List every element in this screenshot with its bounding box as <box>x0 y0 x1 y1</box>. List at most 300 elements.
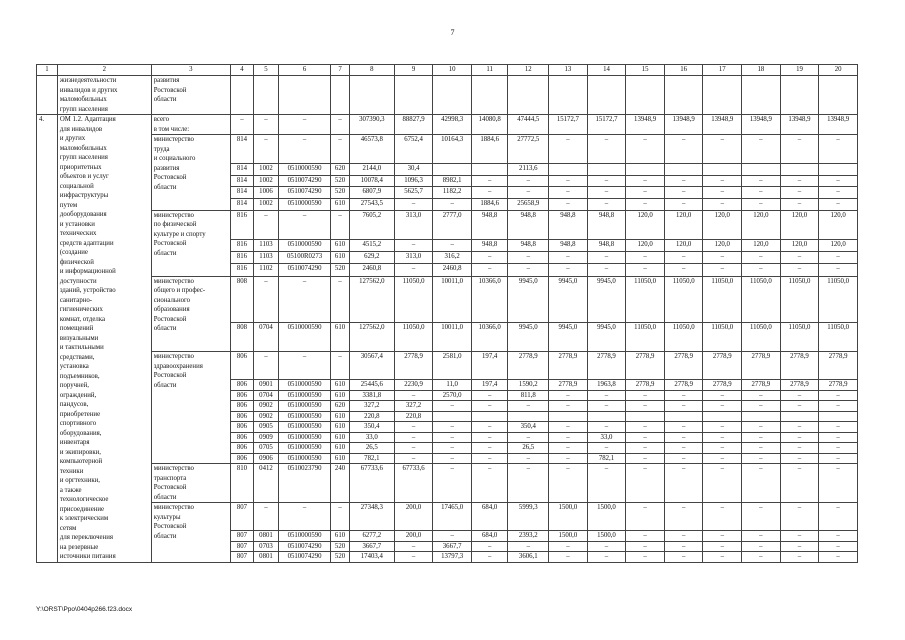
value-cell: – <box>278 115 330 135</box>
value-cell: 2778,9 <box>742 380 781 391</box>
value-cell: – <box>394 432 433 443</box>
value-cell: 313,0 <box>394 252 433 264</box>
value-cell: 782,1 <box>349 453 394 464</box>
value-cell: – <box>508 187 549 199</box>
value-cell: 197,4 <box>471 352 508 380</box>
value-cell <box>471 411 508 422</box>
value-cell: – <box>587 390 626 401</box>
value-cell: 3667,7 <box>433 541 472 552</box>
value-cell: – <box>703 135 742 164</box>
value-cell: 2778,9 <box>549 352 588 380</box>
value-cell: 327,2 <box>394 401 433 412</box>
value-cell: – <box>549 401 588 412</box>
value-cell: – <box>278 352 330 380</box>
value-cell: – <box>664 453 703 464</box>
value-cell: 1006 <box>253 187 278 199</box>
value-cell: – <box>780 443 819 454</box>
value-cell: – <box>331 503 350 531</box>
value-cell: 127562,0 <box>349 323 394 352</box>
value-cell: 1500,0 <box>549 531 588 542</box>
value-cell: 25658,9 <box>508 198 549 210</box>
value-cell: – <box>253 276 278 323</box>
value-cell: – <box>549 135 588 164</box>
value-cell: – <box>549 187 588 199</box>
value-cell: 13948,9 <box>703 115 742 135</box>
empty-cell <box>394 76 433 115</box>
value-cell: 3667,7 <box>349 541 394 552</box>
value-cell: – <box>587 135 626 164</box>
value-cell: 9945,0 <box>549 276 588 323</box>
empty-cell <box>626 76 665 115</box>
value-cell: 11050,0 <box>742 276 781 323</box>
empty-cell <box>664 76 703 115</box>
value-cell: – <box>819 503 858 531</box>
executor-name-line: министерство <box>153 211 194 219</box>
value-cell: 11050,0 <box>819 323 858 352</box>
value-cell: 9945,0 <box>508 323 549 352</box>
empty-cell <box>742 76 781 115</box>
value-cell: 316,2 <box>433 252 472 264</box>
executor-name-line: по физической <box>153 221 197 228</box>
value-cell: 120,0 <box>780 240 819 252</box>
executor-name-line: образования <box>153 306 190 313</box>
value-cell: – <box>433 198 472 210</box>
value-cell: – <box>471 432 508 443</box>
value-cell: 0510000590 <box>278 432 330 443</box>
value-cell: 120,0 <box>780 210 819 240</box>
value-cell: – <box>780 422 819 433</box>
item-description-line: дооборудования <box>59 211 107 218</box>
header-cell: 4 <box>231 65 254 76</box>
value-cell: 610 <box>331 240 350 252</box>
header-cell: 9 <box>394 65 433 76</box>
value-cell: – <box>433 432 472 443</box>
empty-cell <box>549 76 588 115</box>
executor-name-line: Ростовской <box>153 315 187 323</box>
value-cell: 46573,8 <box>349 135 394 164</box>
value-cell: – <box>664 187 703 199</box>
executor-name-line: транспорта <box>153 474 187 482</box>
value-cell: 120,0 <box>664 210 703 240</box>
value-cell: 120,0 <box>742 240 781 252</box>
executor-name-line: министерство <box>153 353 194 360</box>
budget-table <box>36 64 858 563</box>
value-cell: – <box>742 503 781 531</box>
value-cell: – <box>587 464 626 503</box>
value-cell: 11,0 <box>433 380 472 391</box>
value-cell: – <box>549 422 588 433</box>
value-cell: 27543,5 <box>349 198 394 210</box>
value-cell <box>819 411 858 422</box>
value-cell: 27348,3 <box>349 503 394 531</box>
value-cell: – <box>549 198 588 210</box>
value-cell: 610 <box>331 453 350 464</box>
value-cell: 26,5 <box>508 443 549 454</box>
value-cell: – <box>549 175 588 187</box>
value-cell: – <box>394 443 433 454</box>
value-cell: 2778,9 <box>587 352 626 380</box>
value-cell: 6277,2 <box>349 531 394 542</box>
continuation-desc-line: маломобильных <box>59 96 107 103</box>
value-cell: – <box>819 390 858 401</box>
value-cell: 9945,0 <box>587 323 626 352</box>
empty-cell <box>587 76 626 115</box>
item-description-line: спортивного <box>59 420 97 427</box>
value-cell: 620 <box>331 164 350 176</box>
value-cell: 816 <box>231 252 254 264</box>
value-cell: – <box>231 115 254 135</box>
value-cell <box>626 164 665 176</box>
header-cell: 5 <box>253 65 278 76</box>
value-cell: 11050,0 <box>626 323 665 352</box>
value-cell: – <box>587 252 626 264</box>
value-cell: – <box>626 541 665 552</box>
value-cell: 2778,9 <box>780 380 819 391</box>
value-cell: – <box>703 453 742 464</box>
item-description-line: установка <box>59 363 89 370</box>
value-cell: 120,0 <box>742 210 781 240</box>
value-cell: – <box>780 175 819 187</box>
value-cell: 0412 <box>253 464 278 503</box>
continuation-row <box>37 76 858 115</box>
value-cell: 610 <box>331 252 350 264</box>
value-cell: – <box>471 175 508 187</box>
executor-name <box>151 464 230 503</box>
value-cell: 806 <box>231 401 254 412</box>
executor-name-line: культуры <box>153 513 181 521</box>
executor-name <box>151 276 230 352</box>
value-cell: – <box>549 443 588 454</box>
empty-cell <box>331 76 350 115</box>
table-row <box>37 210 858 240</box>
value-cell <box>433 164 472 176</box>
executor-total <box>151 115 230 135</box>
value-cell: 0510074290 <box>278 552 330 563</box>
value-cell: 2778,9 <box>664 352 703 380</box>
value-cell: 948,8 <box>587 210 626 240</box>
value-cell: – <box>626 453 665 464</box>
value-cell: 67733,6 <box>394 464 433 503</box>
value-cell: 0510000590 <box>278 323 330 352</box>
table-row <box>37 276 858 323</box>
value-cell: – <box>253 210 278 240</box>
value-cell: – <box>626 432 665 443</box>
value-cell: 7605,2 <box>349 210 394 240</box>
item-description-line: групп населения <box>59 154 108 161</box>
value-cell: 120,0 <box>664 240 703 252</box>
value-cell: – <box>508 252 549 264</box>
value-cell: 1500,0 <box>549 503 588 531</box>
value-cell: 10011,0 <box>433 276 472 323</box>
value-cell: 684,0 <box>471 531 508 542</box>
value-cell: 610 <box>331 432 350 443</box>
value-cell: – <box>471 422 508 433</box>
value-cell: – <box>664 432 703 443</box>
value-cell: – <box>703 264 742 276</box>
value-cell: 1103 <box>253 240 278 252</box>
value-cell: – <box>508 401 549 412</box>
value-cell: 2778,9 <box>549 380 588 391</box>
value-cell: – <box>742 175 781 187</box>
item-description-line: техники <box>59 467 84 475</box>
value-cell: – <box>394 453 433 464</box>
value-cell: 9945,0 <box>587 276 626 323</box>
value-cell: 620 <box>331 401 350 412</box>
value-cell: 814 <box>231 175 254 187</box>
value-cell: 948,8 <box>471 210 508 240</box>
header-cell: 8 <box>349 65 394 76</box>
value-cell: – <box>742 541 781 552</box>
empty-cell <box>819 76 858 115</box>
value-cell: – <box>253 503 278 531</box>
value-cell: 30,4 <box>394 164 433 176</box>
value-cell: – <box>742 252 781 264</box>
value-cell: – <box>780 453 819 464</box>
value-cell: 2778,9 <box>508 352 549 380</box>
item-description-line: а также <box>59 486 82 494</box>
item-description-line: санитарно- <box>59 296 93 304</box>
value-cell: 806 <box>231 390 254 401</box>
value-cell: – <box>819 432 858 443</box>
item-description-line: к электрическим <box>59 515 109 522</box>
value-cell: 806 <box>231 422 254 433</box>
value-cell: – <box>549 264 588 276</box>
value-cell: – <box>587 175 626 187</box>
value-cell <box>508 411 549 422</box>
value-cell: – <box>742 187 781 199</box>
value-cell: 11050,0 <box>626 276 665 323</box>
value-cell: 0510000590 <box>278 531 330 542</box>
value-cell: – <box>508 175 549 187</box>
value-cell: 13948,9 <box>742 115 781 135</box>
value-cell: 15172,7 <box>587 115 626 135</box>
value-cell: 2460,8 <box>433 264 472 276</box>
value-cell: – <box>780 464 819 503</box>
item-description-line: средств адаптации <box>59 239 114 247</box>
value-cell: – <box>780 541 819 552</box>
continuation-exec-line: развития <box>153 77 180 84</box>
value-cell: 1102 <box>253 264 278 276</box>
value-cell: – <box>587 552 626 563</box>
executor-total-line: всего <box>153 116 170 123</box>
value-cell: – <box>664 252 703 264</box>
value-cell: – <box>742 135 781 164</box>
value-cell: – <box>819 552 858 563</box>
value-cell: 0510000590 <box>278 443 330 454</box>
table-row <box>37 503 858 531</box>
value-cell: 2778,9 <box>664 380 703 391</box>
value-cell: – <box>331 352 350 380</box>
executor-name-line: министерство <box>153 136 194 143</box>
value-cell: – <box>626 531 665 542</box>
value-cell: 42998,3 <box>433 115 472 135</box>
value-cell: – <box>253 135 278 164</box>
continuation-desc-line: жизнедеятельности <box>59 77 117 84</box>
value-cell: 120,0 <box>819 240 858 252</box>
executor-name-line: культуре и спорту <box>153 230 206 238</box>
value-cell: 0510000590 <box>278 240 330 252</box>
value-cell: – <box>278 135 330 164</box>
value-cell: – <box>819 401 858 412</box>
executor-name-line: сионального <box>153 296 191 304</box>
value-cell: – <box>742 453 781 464</box>
value-cell: – <box>780 264 819 276</box>
item-description-line: инвентаря <box>59 439 90 446</box>
value-cell: – <box>471 390 508 401</box>
value-cell: 6807,9 <box>349 187 394 199</box>
value-cell: 9945,0 <box>508 276 549 323</box>
value-cell: – <box>819 443 858 454</box>
value-cell: 26,5 <box>349 443 394 454</box>
value-cell: 807 <box>231 503 254 531</box>
value-cell: 4515,2 <box>349 240 394 252</box>
value-cell: – <box>664 531 703 542</box>
value-cell: 816 <box>231 210 254 240</box>
item-description-line: и других <box>59 135 86 142</box>
item-description-line: подъемников, <box>59 372 100 380</box>
value-cell <box>780 411 819 422</box>
value-cell: 520 <box>331 175 350 187</box>
value-cell: – <box>626 198 665 210</box>
value-cell: 610 <box>331 443 350 454</box>
executor-name-line: Ростовской <box>153 372 187 379</box>
value-cell: 0510000590 <box>278 422 330 433</box>
value-cell: – <box>278 503 330 531</box>
value-cell: – <box>703 552 742 563</box>
table-row <box>37 135 858 164</box>
value-cell: 15172,7 <box>549 115 588 135</box>
value-cell: – <box>471 401 508 412</box>
value-cell: – <box>703 198 742 210</box>
value-cell: 350,4 <box>349 422 394 433</box>
executor-name-line: министерство <box>153 504 194 511</box>
value-cell: 0510000590 <box>278 164 330 176</box>
value-cell: 88827,9 <box>394 115 433 135</box>
value-cell: – <box>549 541 588 552</box>
value-cell: 0705 <box>253 443 278 454</box>
value-cell: – <box>626 252 665 264</box>
value-cell: 2778,9 <box>742 352 781 380</box>
item-number: 4. <box>37 115 58 563</box>
value-cell: 13948,9 <box>626 115 665 135</box>
value-cell: 10011,0 <box>433 323 472 352</box>
value-cell: 8982,1 <box>433 175 472 187</box>
value-cell: 11050,0 <box>742 323 781 352</box>
value-cell: 610 <box>331 531 350 542</box>
value-cell: 2777,0 <box>433 210 472 240</box>
item-description-line: и оргтехники, <box>59 477 100 484</box>
item-description-line: для инвалидов <box>59 125 103 133</box>
value-cell: – <box>471 187 508 199</box>
executor-name-line: области <box>153 249 177 257</box>
value-cell: 11050,0 <box>819 276 858 323</box>
continuation-desc-line: групп населения <box>59 105 108 113</box>
item-description-line: и экипировки, <box>59 448 101 456</box>
empty-cell <box>471 76 508 115</box>
value-cell: – <box>508 453 549 464</box>
value-cell: 25445,6 <box>349 380 394 391</box>
value-cell: 350,4 <box>508 422 549 433</box>
value-cell: – <box>664 198 703 210</box>
item-description-line: физической <box>59 258 94 266</box>
value-cell: – <box>549 464 588 503</box>
item-description-line: сетям <box>59 524 77 532</box>
value-cell: 0510023790 <box>278 464 330 503</box>
value-cell <box>587 411 626 422</box>
value-cell: – <box>587 401 626 412</box>
value-cell: – <box>626 464 665 503</box>
item-description-line: (создание <box>59 249 88 256</box>
value-cell: – <box>664 541 703 552</box>
value-cell: – <box>331 135 350 164</box>
executor-name <box>151 135 230 211</box>
item-description-line: компьютерной <box>59 458 103 465</box>
item-description-line: пандусов, <box>59 401 89 408</box>
value-cell: – <box>433 453 472 464</box>
empty-cell <box>253 76 278 115</box>
item-description-line: и установки <box>59 220 95 228</box>
value-cell: 11050,0 <box>780 323 819 352</box>
value-cell: – <box>587 264 626 276</box>
value-cell: – <box>703 401 742 412</box>
value-cell: 11050,0 <box>664 276 703 323</box>
value-cell: 0902 <box>253 401 278 412</box>
value-cell: – <box>549 390 588 401</box>
value-cell: 806 <box>231 380 254 391</box>
value-cell: 1002 <box>253 164 278 176</box>
value-cell: 520 <box>331 552 350 563</box>
executor-name <box>151 503 230 563</box>
value-cell: – <box>742 552 781 563</box>
value-cell: 2778,9 <box>780 352 819 380</box>
value-cell: – <box>819 264 858 276</box>
value-cell: 2570,0 <box>433 390 472 401</box>
value-cell: 610 <box>331 390 350 401</box>
value-cell: 05100R0273 <box>278 252 330 264</box>
value-cell: – <box>278 276 330 323</box>
value-cell: – <box>626 552 665 563</box>
value-cell <box>471 164 508 176</box>
value-cell: 806 <box>231 432 254 443</box>
value-cell <box>664 164 703 176</box>
value-cell: 948,8 <box>549 210 588 240</box>
empty-cell <box>278 76 330 115</box>
value-cell: – <box>819 252 858 264</box>
executor-name-line: области <box>153 183 177 191</box>
value-cell: – <box>819 422 858 433</box>
value-cell <box>626 411 665 422</box>
value-cell: – <box>819 187 858 199</box>
file-path-footer: Y:\ORST\Ppo\0404p266.f23.docx <box>36 606 133 613</box>
value-cell: 6752,4 <box>394 135 433 164</box>
value-cell: – <box>508 541 549 552</box>
item-description-line: присоединение <box>59 505 104 513</box>
value-cell: 2144,0 <box>349 164 394 176</box>
value-cell: 17465,0 <box>433 503 472 531</box>
item-description-line: технических <box>59 230 97 237</box>
value-cell: 948,8 <box>508 240 549 252</box>
value-cell: – <box>626 264 665 276</box>
value-cell: 200,0 <box>394 531 433 542</box>
value-cell: – <box>549 552 588 563</box>
value-cell: – <box>780 187 819 199</box>
value-cell: 200,0 <box>394 503 433 531</box>
continuation-exec-line: Ростовской <box>153 86 187 94</box>
item-description <box>57 115 151 563</box>
header-cell: 10 <box>433 65 472 76</box>
header-cell: 16 <box>664 65 703 76</box>
value-cell: – <box>819 135 858 164</box>
